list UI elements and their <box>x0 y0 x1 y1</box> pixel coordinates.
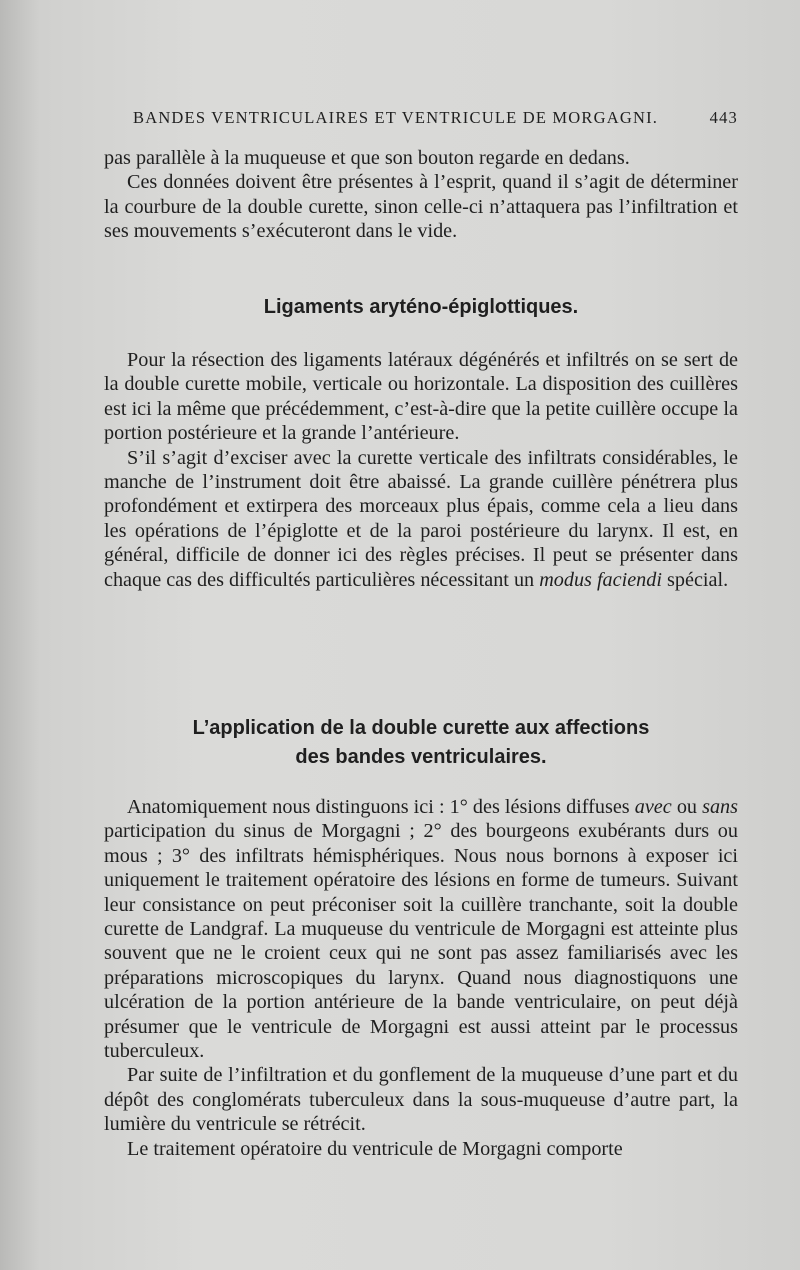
paragraph <box>104 446 738 592</box>
paragraph-block-1 <box>104 146 738 244</box>
paragraph: Par suite de l’infiltration et du gonflement de la muqueuse d’une part et du dépôt des conglomérats tuberculeux dans la sous-muqueuse d’autre part, la lumière du ventricule se rétrécit. <box>104 1064 738 1136</box>
paragraph: Le traitement opératoire du ventricule de Morgagni comporte <box>127 1137 623 1160</box>
paragraph <box>104 795 738 1063</box>
paragraph-block-3 <box>104 795 738 1161</box>
section-heading-application <box>104 714 738 772</box>
paragraph-text: Anatomiquement nous distinguons ici : 1° des lésions diffuses <box>127 796 630 818</box>
paragraph-block-2 <box>104 348 738 592</box>
page-number: 443 <box>709 108 738 127</box>
italic-term: modus faciendi <box>539 568 662 591</box>
heading-line: des bandes ventriculaires. <box>295 746 547 768</box>
paragraph: Ces données doivent être présentes à l’esprit, quand il s’agit de déterminer la courbure de la double curette, sinon celle-ci n’attaquera pas l’infiltration et ses mouvements s’exécuteront dans le vide. <box>104 171 738 243</box>
section-heading-aryteno: Ligaments aryténo-épiglottiques. <box>263 296 579 318</box>
italic-term: avec <box>634 796 672 818</box>
paragraph: Pour la résection des ligaments latéraux dégénérés et infiltrés on se sert de la double curette mobile, verticale ou horizontale. La disposition des cuillères est ici la même que précédemment, c’est-à-dire que la petite cuillère occupe la portion postérieure et la grande l’antérieure. <box>104 349 738 445</box>
paragraph-text: S’il s’agit d’exciser avec la curette verticale des infiltrats considérables, le manche de l’instrument doit être abaissé. La grande cuillère pénétrera plus profondément et extirpera des morceaux plus épais, comme cela a lieu dans les opérations de l’épiglotte et de la paroi postérieure du larynx. Il est, en général, difficile de donner ici des règles précises. Il peut se présenter dans chaque cas des difficultés particulières nécessitant un <box>104 446 738 591</box>
running-title: BANDES VENTRICULAIRES ET VENTRICULE DE MORGAGNI. <box>133 108 659 127</box>
running-header <box>133 108 738 128</box>
paragraph: pas parallèle à la muqueuse et que son bouton regarde en dedans. <box>104 147 630 169</box>
paragraph-text: spécial. <box>667 568 729 591</box>
paragraph-text: ou <box>676 796 697 818</box>
italic-term: sans <box>702 796 738 818</box>
heading-line: L’application de la double curette aux affections <box>192 717 650 739</box>
paragraph-text: participation du sinus de Morgagni ; 2° des bourgeons exubérants durs ou mous ; 3° des infiltrats hémisphériques. Nous nous bornons à exposer ici uniquement le traitement opératoire des lésions en forme de tumeurs. Suivant leur consistance on peut préconiser soit la cuillère tranchante, soit la double curette de Landgraf. La muqueuse du ventricule de Morgagni est atteinte plus souvent que ne le croient ceux qui ne sont pas assez familiarisés avec les préparations microscopiques du larynx. Quand nous diagnostiquons une ulcération de la portion antérieure de la bande ventriculaire, on peut déjà présumer que le ventricule de Morgagni est aussi atteint par le processus tuberculeux. <box>104 820 738 1063</box>
